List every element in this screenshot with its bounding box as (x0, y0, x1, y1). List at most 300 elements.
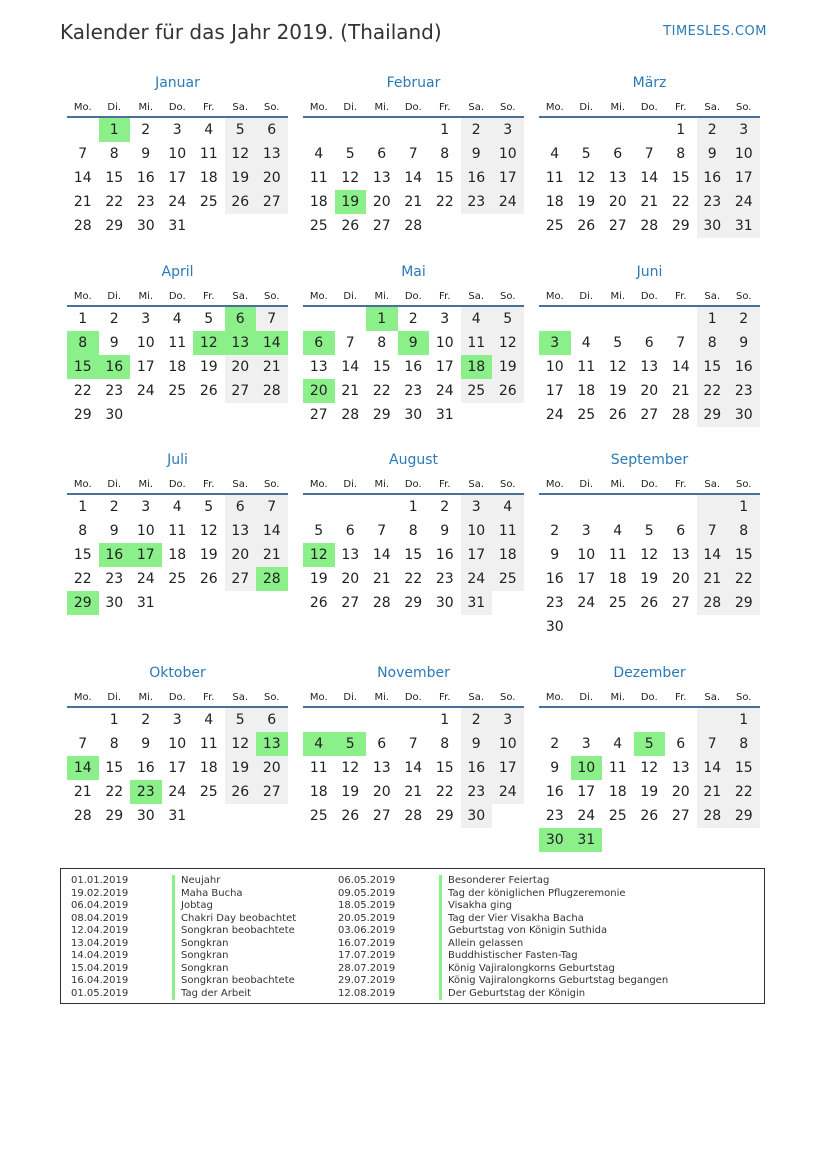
day-cell[interactable]: 29 (73, 407, 92, 423)
day-cell[interactable]: 3 (172, 712, 182, 728)
day-cell[interactable]: 19 (341, 784, 360, 800)
day-cell[interactable]: 8 (697, 331, 729, 355)
day-cell[interactable]: 2 (461, 118, 493, 142)
day-cell[interactable]: 26 (341, 808, 360, 824)
day-cell[interactable]: 14 (404, 760, 423, 776)
holiday-day-cell[interactable]: 23 (130, 780, 162, 804)
day-cell[interactable]: 11 (608, 760, 627, 776)
day-cell[interactable]: 9 (461, 732, 493, 756)
day-cell[interactable]: 21 (372, 571, 391, 587)
day-cell[interactable]: 11 (309, 170, 328, 186)
day-cell[interactable]: 12 (225, 142, 257, 166)
day-cell[interactable]: 8 (109, 736, 119, 752)
day-cell[interactable]: 30 (404, 407, 423, 423)
day-cell[interactable]: 1 (697, 307, 729, 331)
day-cell[interactable]: 28 (697, 804, 729, 828)
day-cell[interactable]: 10 (435, 335, 454, 351)
day-cell[interactable]: 3 (141, 311, 151, 327)
day-cell[interactable]: 6 (345, 523, 355, 539)
day-cell[interactable]: 16 (461, 756, 493, 780)
day-cell[interactable]: 6 (644, 335, 654, 351)
day-cell[interactable]: 23 (136, 194, 155, 210)
day-cell[interactable]: 27 (341, 595, 360, 611)
day-cell[interactable]: 19 (225, 756, 257, 780)
day-cell[interactable]: 19 (492, 355, 524, 379)
day-cell[interactable]: 24 (577, 808, 596, 824)
day-cell[interactable]: 30 (105, 595, 124, 611)
day-cell[interactable]: 8 (440, 736, 450, 752)
day-cell[interactable]: 3 (141, 499, 151, 515)
day-cell[interactable]: 11 (199, 146, 218, 162)
day-cell[interactable]: 19 (640, 571, 659, 587)
day-cell[interactable]: 18 (608, 784, 627, 800)
day-cell[interactable]: 2 (141, 712, 151, 728)
day-cell[interactable]: 15 (671, 170, 690, 186)
day-cell[interactable]: 11 (608, 547, 627, 563)
day-cell[interactable]: 26 (640, 595, 659, 611)
day-cell[interactable]: 4 (613, 736, 623, 752)
day-cell[interactable]: 13 (671, 760, 690, 776)
day-cell[interactable]: 14 (640, 170, 659, 186)
day-cell[interactable]: 30 (697, 214, 729, 238)
day-cell[interactable]: 26 (225, 780, 257, 804)
day-cell[interactable]: 13 (608, 170, 627, 186)
day-cell[interactable]: 16 (435, 547, 454, 563)
holiday-day-cell[interactable]: 12 (303, 543, 335, 567)
holiday-day-cell[interactable]: 14 (256, 331, 288, 355)
day-cell[interactable]: 7 (256, 307, 288, 331)
day-cell[interactable]: 24 (577, 595, 596, 611)
day-cell[interactable]: 23 (461, 190, 493, 214)
day-cell[interactable]: 27 (225, 567, 257, 591)
day-cell[interactable]: 8 (377, 335, 387, 351)
day-cell[interactable]: 21 (404, 194, 423, 210)
day-cell[interactable]: 9 (461, 142, 493, 166)
day-cell[interactable]: 4 (613, 523, 623, 539)
day-cell[interactable]: 15 (73, 547, 92, 563)
day-cell[interactable]: 8 (109, 146, 119, 162)
day-cell[interactable]: 17 (577, 784, 596, 800)
day-cell[interactable]: 18 (492, 543, 524, 567)
day-cell[interactable]: 4 (314, 146, 324, 162)
day-cell[interactable]: 16 (461, 166, 493, 190)
day-cell[interactable]: 21 (73, 784, 92, 800)
day-cell[interactable]: 14 (404, 170, 423, 186)
day-cell[interactable]: 21 (256, 355, 288, 379)
day-cell[interactable]: 25 (577, 407, 596, 423)
day-cell[interactable]: 27 (372, 218, 391, 234)
day-cell[interactable]: 21 (640, 194, 659, 210)
day-cell[interactable]: 14 (697, 756, 729, 780)
day-cell[interactable]: 4 (172, 311, 182, 327)
day-cell[interactable]: 23 (435, 571, 454, 587)
day-cell[interactable]: 28 (73, 218, 92, 234)
day-cell[interactable]: 15 (728, 756, 760, 780)
holiday-day-cell[interactable]: 8 (67, 331, 99, 355)
day-cell[interactable]: 23 (105, 383, 124, 399)
day-cell[interactable]: 1 (676, 122, 686, 138)
day-cell[interactable]: 11 (461, 331, 493, 355)
day-cell[interactable]: 21 (404, 784, 423, 800)
day-cell[interactable]: 1 (440, 122, 450, 138)
day-cell[interactable]: 9 (697, 142, 729, 166)
day-cell[interactable]: 7 (345, 335, 355, 351)
day-cell[interactable]: 13 (640, 359, 659, 375)
day-cell[interactable]: 31 (461, 591, 493, 615)
day-cell[interactable]: 25 (492, 567, 524, 591)
day-cell[interactable]: 8 (728, 519, 760, 543)
day-cell[interactable]: 30 (105, 407, 124, 423)
holiday-day-cell[interactable]: 29 (67, 591, 99, 615)
day-cell[interactable]: 17 (136, 359, 155, 375)
day-cell[interactable]: 25 (608, 595, 627, 611)
day-cell[interactable]: 6 (377, 736, 387, 752)
day-cell[interactable]: 20 (608, 194, 627, 210)
day-cell[interactable]: 15 (435, 170, 454, 186)
day-cell[interactable]: 4 (550, 146, 560, 162)
day-cell[interactable]: 18 (309, 194, 328, 210)
day-cell[interactable]: 14 (73, 170, 92, 186)
day-cell[interactable]: 26 (577, 218, 596, 234)
day-cell[interactable]: 24 (136, 571, 155, 587)
day-cell[interactable]: 28 (404, 218, 423, 234)
day-cell[interactable]: 20 (640, 383, 659, 399)
day-cell[interactable]: 2 (728, 307, 760, 331)
day-cell[interactable]: 6 (676, 736, 686, 752)
day-cell[interactable]: 10 (492, 732, 524, 756)
day-cell[interactable]: 22 (728, 780, 760, 804)
holiday-day-cell[interactable]: 13 (225, 331, 257, 355)
day-cell[interactable]: 9 (141, 736, 151, 752)
day-cell[interactable]: 30 (435, 595, 454, 611)
day-cell[interactable]: 20 (225, 355, 257, 379)
day-cell[interactable]: 18 (577, 383, 596, 399)
day-cell[interactable]: 24 (461, 567, 493, 591)
day-cell[interactable]: 25 (199, 194, 218, 210)
day-cell[interactable]: 30 (136, 218, 155, 234)
day-cell[interactable]: 26 (640, 808, 659, 824)
day-cell[interactable]: 22 (73, 571, 92, 587)
day-cell[interactable]: 3 (728, 118, 760, 142)
day-cell[interactable]: 26 (341, 218, 360, 234)
day-cell[interactable]: 1 (440, 712, 450, 728)
day-cell[interactable]: 8 (728, 732, 760, 756)
day-cell[interactable]: 11 (168, 523, 187, 539)
day-cell[interactable]: 22 (728, 567, 760, 591)
day-cell[interactable]: 26 (492, 379, 524, 403)
day-cell[interactable]: 11 (492, 519, 524, 543)
day-cell[interactable]: 10 (168, 146, 187, 162)
day-cell[interactable]: 31 (728, 214, 760, 238)
day-cell[interactable]: 29 (728, 804, 760, 828)
day-cell[interactable]: 24 (545, 407, 564, 423)
day-cell[interactable]: 5 (225, 708, 257, 732)
day-cell[interactable]: 7 (408, 146, 418, 162)
day-cell[interactable]: 16 (545, 784, 564, 800)
day-cell[interactable]: 31 (168, 808, 187, 824)
day-cell[interactable]: 5 (613, 335, 623, 351)
day-cell[interactable]: 8 (408, 523, 418, 539)
day-cell[interactable]: 10 (492, 142, 524, 166)
day-cell[interactable]: 28 (671, 407, 690, 423)
day-cell[interactable]: 19 (608, 383, 627, 399)
holiday-day-cell[interactable]: 14 (67, 756, 99, 780)
day-cell[interactable]: 4 (204, 712, 214, 728)
holiday-day-cell[interactable]: 4 (303, 732, 335, 756)
day-cell[interactable]: 28 (404, 808, 423, 824)
day-cell[interactable]: 21 (697, 567, 729, 591)
holiday-day-cell[interactable]: 5 (634, 732, 666, 756)
day-cell[interactable]: 22 (435, 194, 454, 210)
day-cell[interactable]: 10 (545, 359, 564, 375)
day-cell[interactable]: 14 (372, 547, 391, 563)
day-cell[interactable]: 17 (461, 543, 493, 567)
day-cell[interactable]: 6 (256, 708, 288, 732)
day-cell[interactable]: 25 (309, 808, 328, 824)
day-cell[interactable]: 9 (550, 547, 560, 563)
day-cell[interactable]: 11 (577, 359, 596, 375)
day-cell[interactable]: 24 (136, 383, 155, 399)
holiday-day-cell[interactable]: 6 (225, 307, 257, 331)
holiday-day-cell[interactable]: 6 (303, 331, 335, 355)
day-cell[interactable]: 28 (73, 808, 92, 824)
day-cell[interactable]: 30 (136, 808, 155, 824)
day-cell[interactable]: 22 (372, 383, 391, 399)
day-cell[interactable]: 13 (309, 359, 328, 375)
day-cell[interactable]: 20 (341, 571, 360, 587)
day-cell[interactable]: 17 (728, 166, 760, 190)
day-cell[interactable]: 2 (550, 736, 560, 752)
holiday-day-cell[interactable]: 17 (130, 543, 162, 567)
day-cell[interactable]: 21 (671, 383, 690, 399)
day-cell[interactable]: 24 (492, 190, 524, 214)
day-cell[interactable]: 14 (671, 359, 690, 375)
day-cell[interactable]: 6 (225, 495, 257, 519)
day-cell[interactable]: 28 (372, 595, 391, 611)
day-cell[interactable]: 29 (671, 218, 690, 234)
day-cell[interactable]: 25 (309, 218, 328, 234)
day-cell[interactable]: 20 (256, 756, 288, 780)
day-cell[interactable]: 28 (341, 407, 360, 423)
day-cell[interactable]: 15 (435, 760, 454, 776)
day-cell[interactable]: 27 (671, 808, 690, 824)
holiday-day-cell[interactable]: 19 (335, 190, 367, 214)
day-cell[interactable]: 27 (256, 190, 288, 214)
holiday-day-cell[interactable]: 28 (256, 567, 288, 591)
holiday-day-cell[interactable]: 16 (99, 543, 131, 567)
day-cell[interactable]: 14 (341, 359, 360, 375)
day-cell[interactable]: 17 (492, 166, 524, 190)
day-cell[interactable]: 27 (671, 595, 690, 611)
day-cell[interactable]: 2 (109, 311, 119, 327)
day-cell[interactable]: 26 (199, 571, 218, 587)
day-cell[interactable]: 3 (461, 495, 493, 519)
day-cell[interactable]: 29 (105, 808, 124, 824)
day-cell[interactable]: 27 (372, 808, 391, 824)
day-cell[interactable]: 5 (581, 146, 591, 162)
day-cell[interactable]: 19 (309, 571, 328, 587)
day-cell[interactable]: 17 (168, 760, 187, 776)
day-cell[interactable]: 12 (640, 760, 659, 776)
day-cell[interactable]: 6 (377, 146, 387, 162)
day-cell[interactable]: 23 (461, 780, 493, 804)
day-cell[interactable]: 27 (256, 780, 288, 804)
day-cell[interactable]: 22 (73, 383, 92, 399)
day-cell[interactable]: 4 (461, 307, 493, 331)
day-cell[interactable]: 13 (671, 547, 690, 563)
day-cell[interactable]: 29 (728, 591, 760, 615)
day-cell[interactable]: 8 (440, 146, 450, 162)
day-cell[interactable]: 3 (440, 311, 450, 327)
day-cell[interactable]: 28 (697, 591, 729, 615)
day-cell[interactable]: 15 (728, 543, 760, 567)
day-cell[interactable]: 2 (408, 311, 418, 327)
day-cell[interactable]: 12 (199, 523, 218, 539)
day-cell[interactable]: 22 (404, 571, 423, 587)
day-cell[interactable]: 23 (545, 808, 564, 824)
holiday-day-cell[interactable]: 9 (398, 331, 430, 355)
day-cell[interactable]: 23 (697, 190, 729, 214)
day-cell[interactable]: 2 (550, 523, 560, 539)
day-cell[interactable]: 1 (78, 499, 88, 515)
day-cell[interactable]: 21 (341, 383, 360, 399)
day-cell[interactable]: 25 (461, 379, 493, 403)
day-cell[interactable]: 25 (168, 571, 187, 587)
day-cell[interactable]: 7 (697, 519, 729, 543)
day-cell[interactable]: 8 (676, 146, 686, 162)
day-cell[interactable]: 16 (728, 355, 760, 379)
day-cell[interactable]: 26 (608, 407, 627, 423)
day-cell[interactable]: 3 (492, 118, 524, 142)
day-cell[interactable]: 3 (581, 736, 591, 752)
day-cell[interactable]: 12 (341, 170, 360, 186)
day-cell[interactable]: 11 (545, 170, 564, 186)
day-cell[interactable]: 28 (640, 218, 659, 234)
day-cell[interactable]: 24 (435, 383, 454, 399)
day-cell[interactable]: 7 (644, 146, 654, 162)
day-cell[interactable]: 21 (697, 780, 729, 804)
day-cell[interactable]: 2 (440, 499, 450, 515)
day-cell[interactable]: 9 (550, 760, 560, 776)
holiday-day-cell[interactable]: 30 (539, 828, 571, 852)
day-cell[interactable]: 2 (141, 122, 151, 138)
day-cell[interactable]: 23 (404, 383, 423, 399)
day-cell[interactable]: 25 (199, 784, 218, 800)
holiday-day-cell[interactable]: 15 (67, 355, 99, 379)
day-cell[interactable]: 5 (204, 311, 214, 327)
holiday-day-cell[interactable]: 20 (303, 379, 335, 403)
day-cell[interactable]: 7 (256, 495, 288, 519)
day-cell[interactable]: 9 (440, 523, 450, 539)
day-cell[interactable]: 9 (109, 523, 119, 539)
day-cell[interactable]: 9 (728, 331, 760, 355)
day-cell[interactable]: 1 (78, 311, 88, 327)
day-cell[interactable]: 24 (168, 784, 187, 800)
day-cell[interactable]: 30 (545, 619, 564, 635)
day-cell[interactable]: 11 (199, 736, 218, 752)
day-cell[interactable]: 1 (728, 708, 760, 732)
day-cell[interactable]: 13 (372, 760, 391, 776)
day-cell[interactable]: 24 (728, 190, 760, 214)
day-cell[interactable]: 29 (404, 595, 423, 611)
day-cell[interactable]: 16 (136, 170, 155, 186)
day-cell[interactable]: 8 (78, 523, 88, 539)
day-cell[interactable]: 19 (199, 547, 218, 563)
day-cell[interactable]: 6 (613, 146, 623, 162)
day-cell[interactable]: 20 (671, 571, 690, 587)
day-cell[interactable]: 7 (377, 523, 387, 539)
day-cell[interactable]: 18 (199, 760, 218, 776)
day-cell[interactable]: 10 (136, 335, 155, 351)
day-cell[interactable]: 25 (608, 808, 627, 824)
holiday-day-cell[interactable]: 13 (256, 732, 288, 756)
day-cell[interactable]: 6 (256, 118, 288, 142)
day-cell[interactable]: 16 (697, 166, 729, 190)
day-cell[interactable]: 27 (608, 218, 627, 234)
day-cell[interactable]: 5 (314, 523, 324, 539)
day-cell[interactable]: 17 (577, 571, 596, 587)
day-cell[interactable]: 14 (697, 543, 729, 567)
day-cell[interactable]: 23 (105, 571, 124, 587)
day-cell[interactable]: 15 (404, 547, 423, 563)
day-cell[interactable]: 7 (408, 736, 418, 752)
holiday-day-cell[interactable]: 3 (539, 331, 571, 355)
day-cell[interactable]: 16 (136, 760, 155, 776)
day-cell[interactable]: 3 (581, 523, 591, 539)
day-cell[interactable]: 13 (341, 547, 360, 563)
day-cell[interactable]: 7 (78, 146, 88, 162)
day-cell[interactable]: 4 (581, 335, 591, 351)
day-cell[interactable]: 13 (225, 519, 257, 543)
day-cell[interactable]: 28 (256, 379, 288, 403)
day-cell[interactable]: 5 (492, 307, 524, 331)
day-cell[interactable]: 4 (172, 499, 182, 515)
day-cell[interactable]: 19 (225, 166, 257, 190)
day-cell[interactable]: 10 (461, 519, 493, 543)
day-cell[interactable]: 27 (309, 407, 328, 423)
day-cell[interactable]: 4 (204, 122, 214, 138)
holiday-day-cell[interactable]: 31 (571, 828, 603, 852)
day-cell[interactable]: 20 (372, 194, 391, 210)
day-cell[interactable]: 17 (545, 383, 564, 399)
day-cell[interactable]: 7 (78, 736, 88, 752)
day-cell[interactable]: 15 (372, 359, 391, 375)
day-cell[interactable]: 18 (199, 170, 218, 186)
day-cell[interactable]: 16 (404, 359, 423, 375)
day-cell[interactable]: 20 (372, 784, 391, 800)
day-cell[interactable]: 30 (728, 403, 760, 427)
day-cell[interactable]: 15 (105, 170, 124, 186)
day-cell[interactable]: 31 (435, 407, 454, 423)
day-cell[interactable]: 25 (545, 218, 564, 234)
holiday-day-cell[interactable]: 12 (193, 331, 225, 355)
day-cell[interactable]: 7 (676, 335, 686, 351)
day-cell[interactable]: 18 (168, 547, 187, 563)
day-cell[interactable]: 12 (492, 331, 524, 355)
day-cell[interactable]: 5 (204, 499, 214, 515)
day-cell[interactable]: 29 (372, 407, 391, 423)
day-cell[interactable]: 1 (109, 712, 119, 728)
day-cell[interactable]: 22 (105, 784, 124, 800)
day-cell[interactable]: 10 (728, 142, 760, 166)
day-cell[interactable]: 2 (697, 118, 729, 142)
day-cell[interactable]: 10 (577, 547, 596, 563)
day-cell[interactable]: 16 (545, 571, 564, 587)
day-cell[interactable]: 24 (492, 780, 524, 804)
day-cell[interactable]: 5 (225, 118, 257, 142)
holiday-day-cell[interactable]: 5 (335, 732, 367, 756)
day-cell[interactable]: 21 (256, 543, 288, 567)
